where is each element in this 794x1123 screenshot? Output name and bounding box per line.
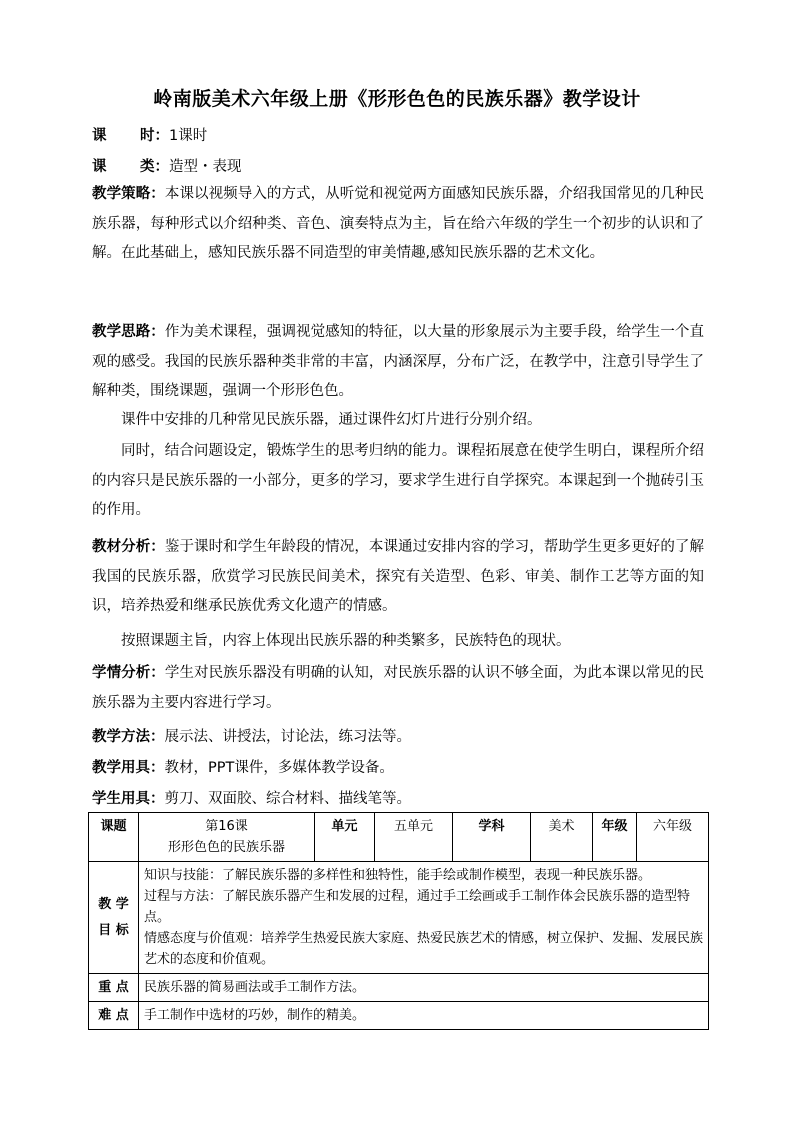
teaching-strategy-label: 教学策略： bbox=[92, 186, 165, 202]
teaching-thinking-text: 作为美术课程，强调视觉感知的特征，以大量的形象展示为主要手段，给学生一个直观的感受。我国的民族乐器种类非常的丰富，内涵深厚，分布广泛，在教学中，注意引导学生了解种类，围绕课题，强调一个形形色色。 bbox=[92, 324, 705, 399]
topic-line-1: 第16课 bbox=[205, 819, 248, 834]
lesson-time-row bbox=[92, 124, 207, 145]
goal-process: 过程与方法：了解民族乐器产生和发展的过程，通过手工绘画或手工制作体会民族乐器的造型特点。 bbox=[144, 889, 691, 925]
topic-label: 课题 bbox=[89, 813, 139, 862]
table-row-topic bbox=[89, 813, 709, 862]
key-point-label: 重 点 bbox=[89, 974, 139, 1002]
table-row-key bbox=[89, 974, 709, 1002]
student-tools-label: 学生用具： bbox=[92, 791, 165, 807]
lesson-type-value: 造型・表现 bbox=[169, 159, 242, 175]
grade-label: 年级 bbox=[593, 813, 637, 862]
difficulty-label: 难 点 bbox=[89, 1002, 139, 1030]
material-analysis bbox=[92, 533, 704, 622]
document-title: 岭南版美术六年级上册《形形色色的民族乐器》教学设计 bbox=[153, 88, 641, 110]
lesson-type-key-1: 课 bbox=[92, 159, 107, 175]
table-row-difficulty bbox=[89, 1002, 709, 1030]
table-row-goals bbox=[89, 862, 709, 974]
teaching-methods-text: 展示法、讲授法，讨论法，练习法等。 bbox=[164, 729, 411, 745]
material-analysis-p2: 按照课题主旨，内容上体现出民族乐器的种类繁多，民族特色的现状。 bbox=[121, 633, 571, 649]
teaching-tools-text: 教材，PPT课件，多媒体教学设备。 bbox=[164, 760, 394, 776]
lesson-type-key-2: 类： bbox=[140, 159, 169, 175]
topic-line-2: 形形色色的民族乐器 bbox=[167, 840, 285, 855]
goals-cell bbox=[139, 862, 709, 974]
teaching-methods bbox=[92, 725, 411, 746]
student-analysis bbox=[92, 659, 704, 718]
student-analysis-label: 学情分析： bbox=[92, 665, 165, 681]
unit-value: 五单元 bbox=[375, 813, 453, 862]
teaching-methods-label: 教学方法： bbox=[92, 729, 165, 745]
student-analysis-text: 学生对民族乐器没有明确的认知，对民族乐器的认识不够全面，为此本课以常见的民族乐器为主要内容进行学习。 bbox=[92, 665, 705, 711]
teaching-tools bbox=[92, 756, 394, 777]
subject-value: 美术 bbox=[531, 813, 593, 862]
goal-knowledge: 知识与技能：了解民族乐器的多样性和独特性，能手绘或制作模型，表现一种民族乐器。 bbox=[144, 868, 652, 883]
lesson-type-row bbox=[92, 155, 242, 176]
key-point-value: 民族乐器的简易画法或手工制作方法。 bbox=[139, 974, 709, 1002]
teaching-thinking-p3: 同时，结合问题设定，锻炼学生的思考归纳的能力。课程拓展意在使学生明白，课程所介绍的内容只是民族乐器的一小部分，更多的学习，要求学生进行自学探究。本课起到一个抛砖引玉的作用。 bbox=[92, 443, 704, 518]
teaching-thinking-p2: 课件中安排的几种常见民族乐器，通过课件幻灯片进行分别介绍。 bbox=[121, 412, 542, 428]
unit-label: 单元 bbox=[315, 813, 375, 862]
lesson-time-key-1: 课 bbox=[92, 128, 107, 144]
lesson-info-table bbox=[88, 812, 709, 1030]
teaching-thinking bbox=[92, 318, 704, 407]
teaching-thinking-label: 教学思路： bbox=[92, 324, 165, 340]
material-analysis-label: 教材分析： bbox=[92, 539, 165, 555]
teaching-strategy bbox=[92, 180, 704, 269]
teaching-strategy-text: 本课以视频导入的方式，从听觉和视觉两方面感知民族乐器，介绍我国常见的几种民族乐器，每种形式以介绍种类、音色、演奏特点为主，旨在给六年级的学生一个初步的认识和了解。在此基础上，感知民族乐器不同造型的审美情趣,感知民族乐器的艺术文化。 bbox=[92, 186, 705, 261]
teaching-tools-label: 教学用具： bbox=[92, 760, 165, 776]
lesson-time-key-2: 时： bbox=[140, 128, 169, 144]
lesson-time-value: 1课时 bbox=[169, 128, 208, 144]
difficulty-value: 手工制作中选材的巧妙，制作的精美。 bbox=[139, 1002, 709, 1030]
goals-label: 教 学 目 标 bbox=[89, 862, 139, 974]
material-analysis-text: 鉴于课时和学生年龄段的情况，本课通过安排内容的学习，帮助学生更多更好的了解我国的民族乐器，欣赏学习民族民间美术，探究有关造型、色彩、审美、制作工艺等方面的知识，培养热爱和继承民族优秀文化遗产的情感。 bbox=[92, 539, 705, 614]
grade-value: 六年级 bbox=[637, 813, 709, 862]
subject-label: 学科 bbox=[453, 813, 531, 862]
student-tools-text: 剪刀、双面胶、综合材料、描线笔等。 bbox=[164, 791, 411, 807]
goal-emotion: 情感态度与价值观：培养学生热爱民族大家庭、热爱民族艺术的情感，树立保护、发掘、发展民族艺术的态度和价值观。 bbox=[144, 931, 704, 967]
topic-value bbox=[139, 813, 315, 862]
student-tools bbox=[92, 787, 411, 808]
